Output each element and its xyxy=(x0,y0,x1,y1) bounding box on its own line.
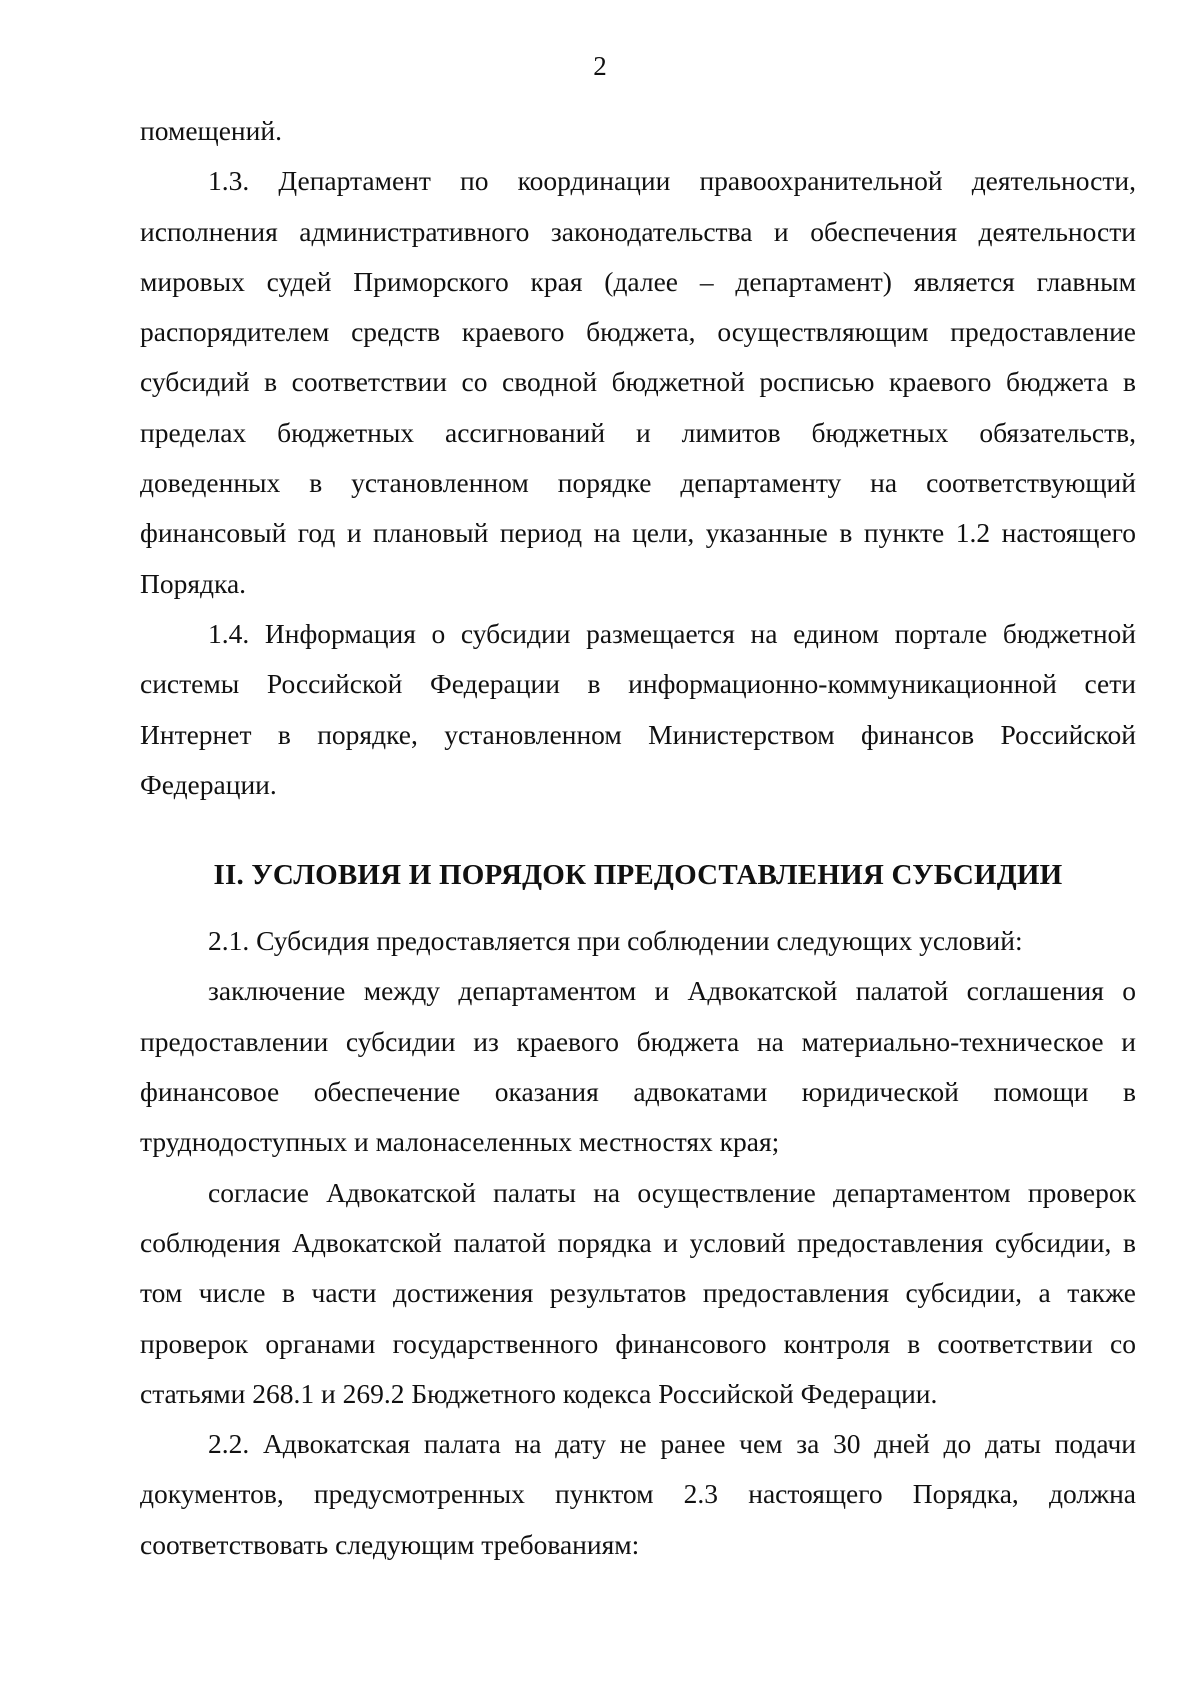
paragraph-1-3: 1.3. Департамент по координации правоохранительной деятельности, исполнения административного законодательства и обеспечения деятельности мировых судей Приморского края (далее – департамент) является главным распорядителем средств краевого бюджета, осуществляющим предоставление субсидий в соответствии со сводной бюджетной росписью краевого бюджета в пределах бюджетных ассигнований и лимитов бюджетных обязательств, доведенных в установленном порядке департаменту на соответствующий финансовый год и плановый период на цели, указанные в пункте 1.2 настоящего Порядка. xyxy=(140,165,1136,599)
paragraph-2-2: 2.2. Адвокатская палата на дату не ранее чем за 30 дней до даты подачи документов, предусмотренных пунктом 2.3 настоящего Порядка, должна соответствовать следующим требованиям: xyxy=(140,1428,1136,1560)
paragraph-1-4: 1.4. Информация о субсидии размещается на едином портале бюджетной системы Российской Федерации в информационно-коммуникационной сети Интернет в порядке, установленном Министерством финансов Российской Федерации. xyxy=(140,617,1136,800)
paragraph-2-1: 2.1. Субсидия предоставляется при соблюдении следующих условий: xyxy=(208,925,1023,957)
paragraph-continuation: помещений. xyxy=(140,115,282,146)
section-heading: II. УСЛОВИЯ И ПОРЯДОК ПРЕДОСТАВЛЕНИЯ СУБСИДИИ xyxy=(213,859,1063,892)
document-body xyxy=(140,106,1136,1570)
page-number: 2 xyxy=(593,51,607,81)
paragraph-2-1-condition-agreement: заключение между департаментом и Адвокатской палатой соглашения о предоставлении субсидии из краевого бюджета на материально-техническое и финансовое обеспечение оказания адвокатами юридической помощи в труднодоступных и малонаселенных местностях края; xyxy=(140,975,1136,1158)
paragraph-2-1-condition-consent: согласие Адвокатской палаты на осуществление департаментом проверок соблюдения Адвокатской палатой порядка и условий предоставления субсидии, в том числе в части достижения результатов предоставления субсидии, а также проверок органами государственного финансового контроля в соответствии со статьями 268.1 и 269.2 Бюджетного кодекса Российской Федерации. xyxy=(140,1176,1136,1409)
